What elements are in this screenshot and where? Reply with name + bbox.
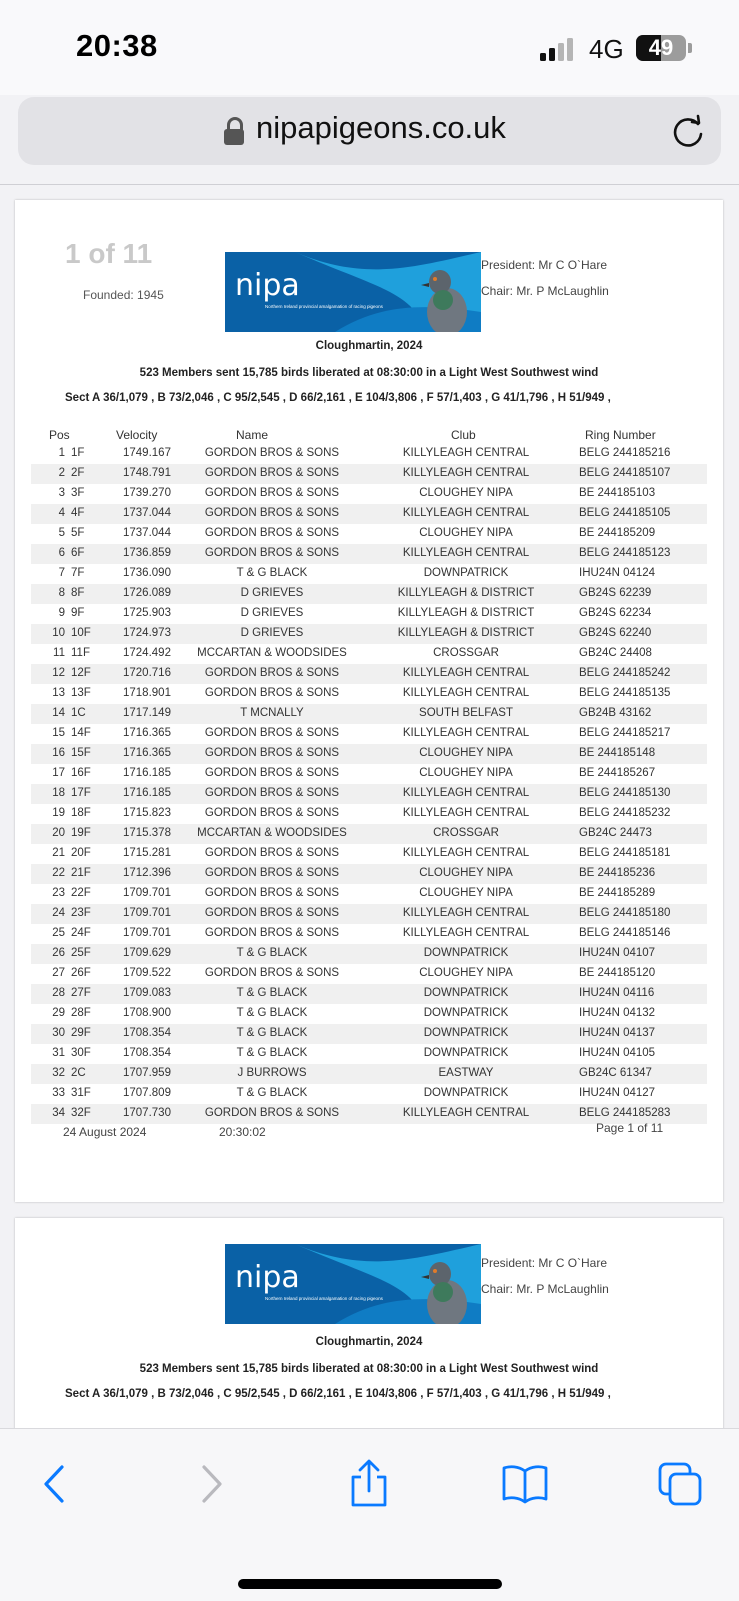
table-row xyxy=(31,964,707,984)
row-name: GORDON BROS & SONS xyxy=(204,867,340,879)
row-club: KILLYLEAGH CENTRAL xyxy=(402,787,530,799)
row-club: KILLYLEAGH CENTRAL xyxy=(402,547,530,559)
browser-toolbar xyxy=(0,1428,739,1601)
row-club: KILLYLEAGH CENTRAL xyxy=(402,667,530,679)
row-position: 1 xyxy=(58,447,65,459)
table-row xyxy=(31,884,707,904)
row-section-position: 19F xyxy=(71,827,91,839)
row-velocity: 1720.716 xyxy=(123,667,171,679)
row-ring-number: IHU24N 04132 xyxy=(579,1007,656,1019)
row-section-position: 31F xyxy=(71,1087,91,1099)
table-row xyxy=(31,1084,707,1104)
row-position: 6 xyxy=(58,547,65,559)
table-row xyxy=(31,524,707,544)
table-row xyxy=(31,724,707,744)
row-ring-number: GB24S 62239 xyxy=(579,587,652,599)
reload-icon[interactable] xyxy=(668,112,708,152)
table-row xyxy=(31,804,707,824)
table-row xyxy=(31,1044,707,1064)
liberation-summary: 523 Members sent 15,785 birds liberated at 08:30:00 in a Light West Southwest wind xyxy=(139,367,599,379)
table-row xyxy=(31,664,707,684)
logo-wordmark: nipa xyxy=(235,268,300,303)
row-ring-number: BELG 244185242 xyxy=(579,667,671,679)
row-section-position: 24F xyxy=(71,927,91,939)
row-name: GORDON BROS & SONS xyxy=(204,847,340,859)
row-ring-number: IHU24N 04137 xyxy=(579,1027,656,1039)
row-position: 11 xyxy=(53,647,65,659)
table-row xyxy=(31,844,707,864)
battery-tip xyxy=(688,43,692,53)
table-row xyxy=(31,544,707,564)
home-indicator xyxy=(238,1579,502,1589)
row-club: KILLYLEAGH CENTRAL xyxy=(402,467,530,479)
row-position: 21 xyxy=(52,847,65,859)
row-velocity: 1739.270 xyxy=(123,487,171,499)
row-position: 19 xyxy=(52,807,65,819)
table-row xyxy=(31,484,707,504)
row-position: 23 xyxy=(52,887,65,899)
table-row xyxy=(31,744,707,764)
row-ring-number: GB24C 24473 xyxy=(579,827,652,839)
row-velocity: 1709.701 xyxy=(123,887,171,899)
row-ring-number: GB24S 62240 xyxy=(579,627,652,639)
row-ring-number: GB24C 61347 xyxy=(579,1067,652,1079)
row-section-position: 6F xyxy=(71,547,85,559)
row-club: KILLYLEAGH & DISTRICT xyxy=(397,587,535,599)
row-name: GORDON BROS & SONS xyxy=(204,907,340,919)
row-club: KILLYLEAGH CENTRAL xyxy=(402,447,530,459)
row-ring-number: IHU24N 04127 xyxy=(579,1087,656,1099)
row-club: KILLYLEAGH CENTRAL xyxy=(402,807,530,819)
row-club: KILLYLEAGH CENTRAL xyxy=(402,507,530,519)
row-position: 16 xyxy=(52,747,65,759)
table-row xyxy=(31,984,707,1004)
row-position: 7 xyxy=(58,567,65,579)
forward-icon[interactable] xyxy=(186,1459,236,1509)
row-position: 27 xyxy=(52,967,65,979)
row-name: D GRIEVES xyxy=(240,627,304,639)
header-velocity: Velocity xyxy=(116,428,158,442)
row-velocity: 1707.809 xyxy=(123,1087,171,1099)
row-club: KILLYLEAGH & DISTRICT xyxy=(397,607,535,619)
row-name: GORDON BROS & SONS xyxy=(204,727,340,739)
row-club: EASTWAY xyxy=(438,1067,494,1079)
print-date: 24 August 2024 xyxy=(63,1125,147,1139)
row-section-position: 16F xyxy=(71,767,91,779)
row-ring-number: BELG 244185232 xyxy=(579,807,671,819)
row-position: 5 xyxy=(58,527,65,539)
row-name: T & G BLACK xyxy=(236,947,308,959)
president-label-2: President: Mr C O`Hare xyxy=(481,1256,608,1270)
section-summary-2: Sect A 36/1,079 , B 73/2,046 , C 95/2,545 , D 66/2,161 , E 104/3,806 , F 57/1,403 , G 41/1,796 , H 51/949 , xyxy=(65,1388,611,1400)
row-velocity: 1715.378 xyxy=(123,827,171,839)
signal-icon xyxy=(540,37,580,61)
row-name: GORDON BROS & SONS xyxy=(204,667,340,679)
row-club: CLOUGHEY NIPA xyxy=(419,747,513,759)
row-ring-number: BELG 244185123 xyxy=(579,547,671,559)
row-position: 31 xyxy=(52,1047,65,1059)
row-name: GORDON BROS & SONS xyxy=(204,747,340,759)
row-ring-number: BE 244185289 xyxy=(579,887,656,899)
row-name: GORDON BROS & SONS xyxy=(204,767,340,779)
row-section-position: 2F xyxy=(71,467,85,479)
row-name: GORDON BROS & SONS xyxy=(204,527,340,539)
row-club: CROSSGAR xyxy=(433,827,499,839)
row-velocity: 1715.823 xyxy=(123,807,171,819)
row-position: 22 xyxy=(52,867,65,879)
row-name: GORDON BROS & SONS xyxy=(204,787,340,799)
row-name: GORDON BROS & SONS xyxy=(204,927,340,939)
row-ring-number: BELG 244185105 xyxy=(579,507,671,519)
row-name: T MCNALLY xyxy=(240,707,304,719)
row-position: 17 xyxy=(52,767,65,779)
row-section-position: 25F xyxy=(71,947,91,959)
liberation-summary-2: 523 Members sent 15,785 birds liberated at 08:30:00 in a Light West Southwest wind xyxy=(139,1363,599,1375)
row-club: KILLYLEAGH & DISTRICT xyxy=(397,627,535,639)
row-section-position: 1F xyxy=(71,447,85,459)
row-club: DOWNPATRICK xyxy=(423,1007,509,1019)
row-position: 33 xyxy=(52,1087,65,1099)
row-club: CROSSGAR xyxy=(433,647,499,659)
row-name: T & G BLACK xyxy=(236,1047,308,1059)
page-number: Page 1 of 11 xyxy=(596,1121,664,1135)
row-club: DOWNPATRICK xyxy=(423,1087,509,1099)
row-ring-number: BELG 244185283 xyxy=(579,1107,671,1119)
row-ring-number: IHU24N 04124 xyxy=(579,567,656,579)
row-velocity: 1749.167 xyxy=(123,447,171,459)
print-time: 20:30:02 xyxy=(219,1125,266,1139)
row-position: 26 xyxy=(52,947,65,959)
row-velocity: 1709.522 xyxy=(123,967,171,979)
row-ring-number: BELG 244185180 xyxy=(579,907,671,919)
row-name: GORDON BROS & SONS xyxy=(204,547,340,559)
row-club: SOUTH BELFAST xyxy=(419,707,513,719)
row-section-position: 14F xyxy=(71,727,91,739)
row-club: DOWNPATRICK xyxy=(423,987,509,999)
tabs-icon[interactable] xyxy=(656,1459,706,1509)
logo-tagline-2: Northern Ireland provincial amalgamation of racing pigeons xyxy=(265,1296,383,1301)
row-ring-number: BE 244185236 xyxy=(579,867,656,879)
results-table xyxy=(31,444,707,1124)
row-name: D GRIEVES xyxy=(240,587,304,599)
row-velocity: 1708.900 xyxy=(123,1007,171,1019)
table-row xyxy=(31,704,707,724)
row-ring-number: BELG 244185146 xyxy=(579,927,671,939)
header-club: Club xyxy=(451,428,476,442)
table-row xyxy=(31,644,707,664)
table-row xyxy=(31,1004,707,1024)
row-name: T & G BLACK xyxy=(236,1007,308,1019)
row-position: 14 xyxy=(52,707,65,719)
page-indicator: 1 of 11 xyxy=(65,238,153,269)
header-name: Name xyxy=(236,428,269,442)
row-position: 10 xyxy=(52,627,65,639)
row-position: 20 xyxy=(52,827,65,839)
row-velocity: 1712.396 xyxy=(123,867,171,879)
row-club: DOWNPATRICK xyxy=(423,567,509,579)
row-club: CLOUGHEY NIPA xyxy=(419,767,513,779)
race-title-2: Cloughmartin, 2024 xyxy=(315,1336,423,1348)
row-ring-number: IHU24N 04116 xyxy=(579,987,655,999)
row-section-position: 3F xyxy=(71,487,85,499)
row-velocity: 1716.185 xyxy=(123,787,171,799)
row-name: GORDON BROS & SONS xyxy=(204,507,340,519)
row-name: T & G BLACK xyxy=(236,987,308,999)
row-section-position: 15F xyxy=(71,747,91,759)
row-club: DOWNPATRICK xyxy=(423,947,509,959)
table-row xyxy=(31,784,707,804)
row-name: GORDON BROS & SONS xyxy=(204,487,340,499)
table-row xyxy=(31,824,707,844)
row-section-position: 26F xyxy=(71,967,91,979)
row-velocity: 1708.354 xyxy=(123,1047,171,1059)
row-name: T & G BLACK xyxy=(236,567,308,579)
row-velocity: 1716.185 xyxy=(123,767,171,779)
row-name: GORDON BROS & SONS xyxy=(204,467,340,479)
row-position: 12 xyxy=(52,667,65,679)
row-club: CLOUGHEY NIPA xyxy=(419,967,513,979)
row-ring-number: GB24B 43162 xyxy=(579,707,652,719)
row-club: CLOUGHEY NIPA xyxy=(419,487,513,499)
race-title: Cloughmartin, 2024 xyxy=(315,340,423,352)
results-page-1 xyxy=(15,200,723,1202)
row-position: 2 xyxy=(58,467,65,479)
row-position: 25 xyxy=(52,927,65,939)
row-velocity: 1709.629 xyxy=(123,947,171,959)
row-velocity: 1715.281 xyxy=(123,847,171,859)
row-section-position: 2C xyxy=(71,1067,86,1079)
row-position: 4 xyxy=(58,507,65,519)
row-name: D GRIEVES xyxy=(240,607,304,619)
row-section-position: 9F xyxy=(71,607,85,619)
row-position: 18 xyxy=(52,787,65,799)
table-row xyxy=(31,504,707,524)
table-row xyxy=(31,464,707,484)
row-club: KILLYLEAGH CENTRAL xyxy=(402,1107,530,1119)
row-club: CLOUGHEY NIPA xyxy=(419,887,513,899)
status-bar xyxy=(0,0,739,95)
row-section-position: 5F xyxy=(71,527,85,539)
row-velocity: 1726.089 xyxy=(123,587,171,599)
row-section-position: 27F xyxy=(71,987,91,999)
row-section-position: 4F xyxy=(71,507,85,519)
row-section-position: 23F xyxy=(71,907,91,919)
table-row xyxy=(31,604,707,624)
row-club: CLOUGHEY NIPA xyxy=(419,527,513,539)
row-ring-number: IHU24N 04107 xyxy=(579,947,656,959)
row-ring-number: IHU24N 04105 xyxy=(579,1047,656,1059)
row-section-position: 1C xyxy=(71,707,86,719)
header-pos: Pos xyxy=(49,428,70,442)
row-ring-number: BE 244185209 xyxy=(579,527,656,539)
row-section-position: 10F xyxy=(71,627,91,639)
row-name: GORDON BROS & SONS xyxy=(204,807,340,819)
row-velocity: 1707.959 xyxy=(123,1067,171,1079)
row-position: 13 xyxy=(52,687,65,699)
row-ring-number: BELG 244185135 xyxy=(579,687,671,699)
row-velocity: 1716.365 xyxy=(123,747,171,759)
network-type: 4G xyxy=(589,34,624,64)
row-club: CLOUGHEY NIPA xyxy=(419,867,513,879)
row-position: 28 xyxy=(52,987,65,999)
row-position: 8 xyxy=(58,587,65,599)
row-name: GORDON BROS & SONS xyxy=(204,967,340,979)
row-ring-number: BELG 244185181 xyxy=(579,847,671,859)
row-section-position: 28F xyxy=(71,1007,91,1019)
row-name: T & G BLACK xyxy=(236,1087,308,1099)
row-section-position: 30F xyxy=(71,1047,91,1059)
table-row xyxy=(31,584,707,604)
row-velocity: 1709.701 xyxy=(123,907,171,919)
row-ring-number: BE 244185120 xyxy=(579,967,656,979)
row-name: MCCARTAN & WOODSIDES xyxy=(197,647,347,659)
table-row xyxy=(31,564,707,584)
row-velocity: 1724.492 xyxy=(123,647,171,659)
row-position: 32 xyxy=(52,1067,65,1079)
row-club: DOWNPATRICK xyxy=(423,1027,509,1039)
row-velocity: 1724.973 xyxy=(123,627,171,639)
table-row xyxy=(31,444,707,464)
chair-label: Chair: Mr. P McLaughlin xyxy=(481,284,609,298)
row-section-position: 21F xyxy=(71,867,91,879)
table-row xyxy=(31,1064,707,1084)
row-name: GORDON BROS & SONS xyxy=(204,447,340,459)
row-name: J BURROWS xyxy=(237,1067,307,1079)
row-velocity: 1737.044 xyxy=(123,527,171,539)
row-velocity: 1709.701 xyxy=(123,927,171,939)
row-velocity: 1736.859 xyxy=(123,547,171,559)
row-position: 3 xyxy=(58,487,65,499)
row-ring-number: BELG 244185217 xyxy=(579,727,671,739)
president-label: President: Mr C O`Hare xyxy=(481,258,608,272)
row-section-position: 18F xyxy=(71,807,91,819)
row-ring-number: BELG 244185107 xyxy=(579,467,671,479)
results-page-2 xyxy=(15,1218,723,1448)
row-name: GORDON BROS & SONS xyxy=(204,687,340,699)
row-section-position: 17F xyxy=(71,787,91,799)
logo-tagline: Northern Ireland provincial amalgamation of racing pigeons xyxy=(265,304,383,309)
row-position: 30 xyxy=(52,1027,65,1039)
row-velocity: 1708.354 xyxy=(123,1027,171,1039)
back-icon[interactable] xyxy=(30,1459,80,1509)
status-time: 20:38 xyxy=(76,28,158,63)
logo-wordmark-2: nipa xyxy=(235,1260,300,1295)
row-club: KILLYLEAGH CENTRAL xyxy=(402,687,530,699)
row-velocity: 1716.365 xyxy=(123,727,171,739)
row-velocity: 1718.901 xyxy=(123,687,171,699)
table-row xyxy=(31,924,707,944)
row-ring-number: BELG 244185130 xyxy=(579,787,671,799)
row-position: 24 xyxy=(52,907,65,919)
row-position: 29 xyxy=(52,1007,65,1019)
table-row xyxy=(31,904,707,924)
row-club: KILLYLEAGH CENTRAL xyxy=(402,927,530,939)
row-position: 34 xyxy=(52,1107,65,1119)
row-velocity: 1717.149 xyxy=(123,707,171,719)
row-ring-number: GB24C 24408 xyxy=(579,647,652,659)
table-row xyxy=(31,764,707,784)
row-section-position: 22F xyxy=(71,887,91,899)
row-name: GORDON BROS & SONS xyxy=(204,1107,340,1119)
row-section-position: 20F xyxy=(71,847,91,859)
row-club: KILLYLEAGH CENTRAL xyxy=(402,847,530,859)
row-section-position: 8F xyxy=(71,587,85,599)
row-ring-number: BELG 244185216 xyxy=(579,447,671,459)
row-club: DOWNPATRICK xyxy=(423,1047,509,1059)
chair-label-2: Chair: Mr. P McLaughlin xyxy=(481,1282,609,1296)
row-velocity: 1737.044 xyxy=(123,507,171,519)
row-ring-number: GB24S 62234 xyxy=(579,607,652,619)
lock-icon xyxy=(224,117,244,145)
row-name: GORDON BROS & SONS xyxy=(204,887,340,899)
row-position: 15 xyxy=(52,727,65,739)
row-name: MCCARTAN & WOODSIDES xyxy=(197,827,347,839)
founded-label: Founded: 1945 xyxy=(83,288,164,302)
row-velocity: 1736.090 xyxy=(123,567,171,579)
bookmarks-icon[interactable] xyxy=(500,1459,550,1509)
row-velocity: 1748.791 xyxy=(123,467,171,479)
row-club: KILLYLEAGH CENTRAL xyxy=(402,727,530,739)
section-summary: Sect A 36/1,079 , B 73/2,046 , C 95/2,545 , D 66/2,161 , E 104/3,806 , F 57/1,403 , G 41/1,796 , H 51/949 , xyxy=(65,392,611,404)
row-velocity: 1709.083 xyxy=(123,987,171,999)
row-ring-number: BE 244185148 xyxy=(579,747,656,759)
table-row xyxy=(31,864,707,884)
row-section-position: 11F xyxy=(71,647,90,659)
table-row xyxy=(31,1024,707,1044)
header-ring-number: Ring Number xyxy=(585,428,656,442)
battery-level: 49 xyxy=(648,35,674,60)
row-position: 9 xyxy=(58,607,65,619)
table-row xyxy=(31,944,707,964)
row-section-position: 7F xyxy=(71,567,85,579)
row-ring-number: BE 244185103 xyxy=(579,487,656,499)
nipa-logo-2 xyxy=(225,1244,481,1324)
row-section-position: 32F xyxy=(71,1107,91,1119)
share-icon[interactable] xyxy=(344,1459,394,1509)
row-section-position: 29F xyxy=(71,1027,91,1039)
nipa-logo xyxy=(225,252,481,332)
table-row xyxy=(31,684,707,704)
row-section-position: 12F xyxy=(71,667,91,679)
url-text[interactable]: nipapigeons.co.uk xyxy=(256,110,506,145)
row-velocity: 1707.730 xyxy=(123,1107,171,1119)
battery-icon xyxy=(636,35,686,61)
row-ring-number: BE 244185267 xyxy=(579,767,656,779)
row-velocity: 1725.903 xyxy=(123,607,171,619)
table-row xyxy=(31,624,707,644)
row-club: KILLYLEAGH CENTRAL xyxy=(402,907,530,919)
row-name: T & G BLACK xyxy=(236,1027,308,1039)
divider xyxy=(0,184,739,185)
row-section-position: 13F xyxy=(71,687,91,699)
